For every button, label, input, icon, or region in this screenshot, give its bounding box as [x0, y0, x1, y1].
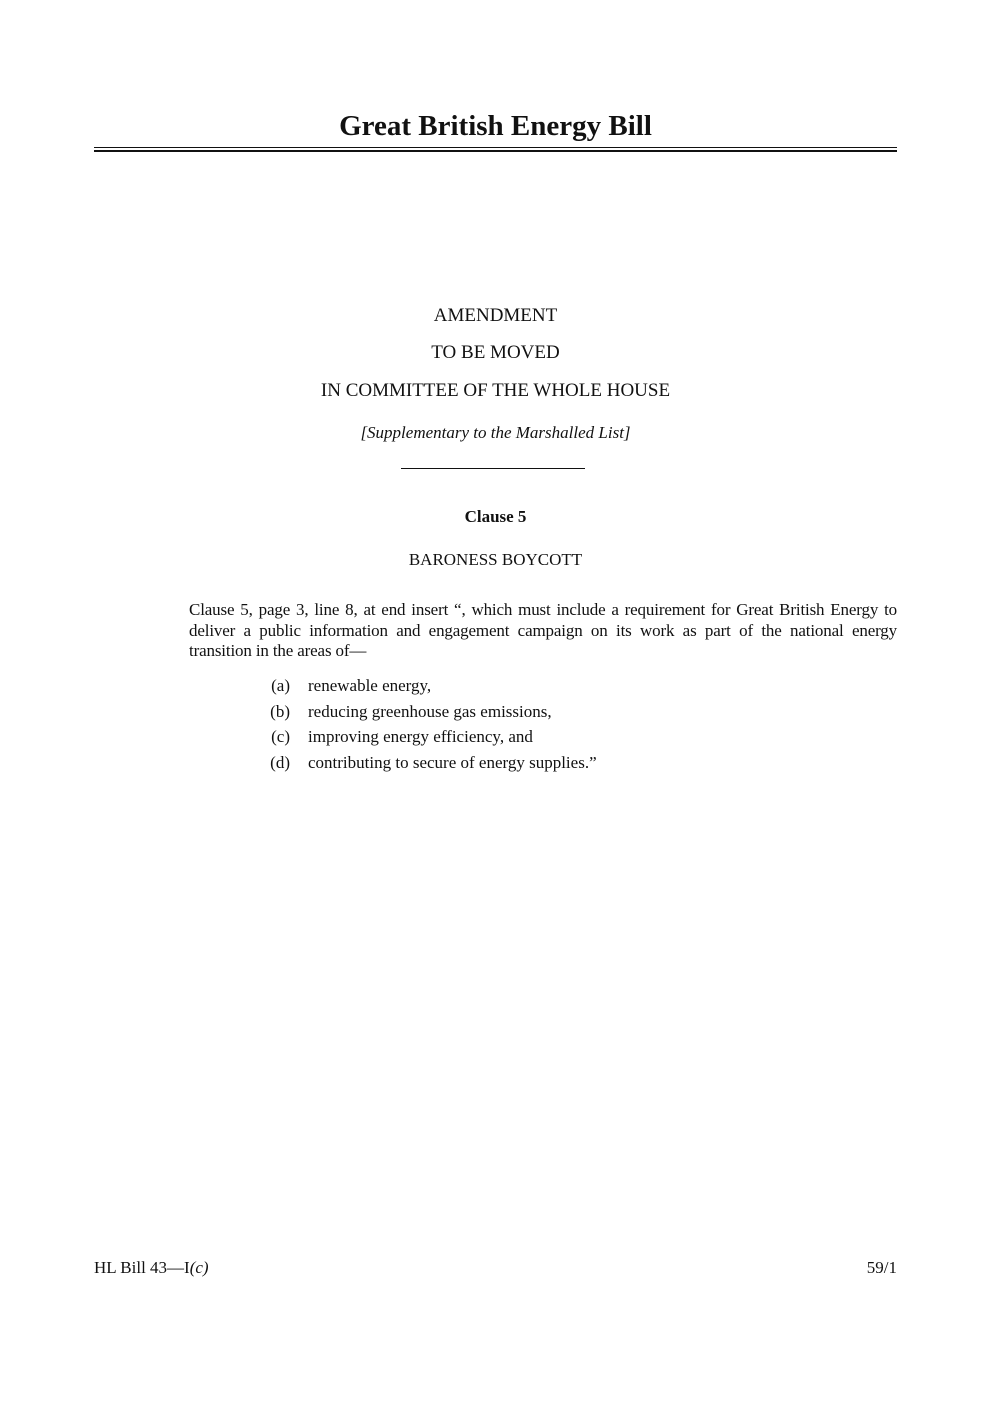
paragraph-text: renewable energy, — [308, 676, 432, 695]
clause-heading: Clause 5 — [464, 507, 527, 526]
paragraph-text: reducing greenhouse gas emissions, — [308, 701, 552, 721]
paragraph-text: contributing to secure of energy supplies.” — [308, 752, 597, 772]
page-title: Great British Energy Bill — [339, 110, 652, 142]
bill-reference — [94, 1257, 209, 1279]
heading-committee: IN COMMITTEE OF THE WHOLE HOUSE — [320, 380, 671, 401]
heading-amendment: AMENDMENT — [433, 305, 558, 326]
amendment-mover: BARONESS BOYCOTT — [408, 550, 583, 569]
paragraph-item — [250, 673, 597, 699]
paragraph-label: (a) — [271, 676, 290, 695]
section-divider — [401, 468, 585, 469]
paragraph-item — [250, 699, 597, 725]
amendment-text: Clause 5, page 3, line 8, at end insert “, which must include a requirement for Great British Energy to deliver a public information and engagement campaign on its work as part of the national energy transition in the areas of— — [189, 600, 897, 660]
title-divider-thin — [94, 147, 897, 148]
title-divider-thick — [94, 150, 897, 152]
bill-reference-suffix: (c) — [189, 1258, 209, 1277]
paragraph-label: (c) — [271, 727, 290, 746]
paragraph-item — [250, 750, 597, 776]
heading-to-be-moved: TO BE MOVED — [431, 342, 560, 363]
paragraph-label: (b) — [270, 701, 290, 721]
paragraph-label: (d) — [270, 752, 290, 772]
paragraph-item — [250, 724, 597, 750]
paragraph-text: improving energy efficiency, and — [308, 727, 533, 746]
supplementary-note: [Supplementary to the Marshalled List] — [360, 423, 631, 442]
page-reference: 59/1 — [866, 1258, 897, 1277]
amendment-paragraph-list — [250, 673, 597, 775]
bill-reference-prefix: HL Bill 43—I — [94, 1258, 190, 1277]
